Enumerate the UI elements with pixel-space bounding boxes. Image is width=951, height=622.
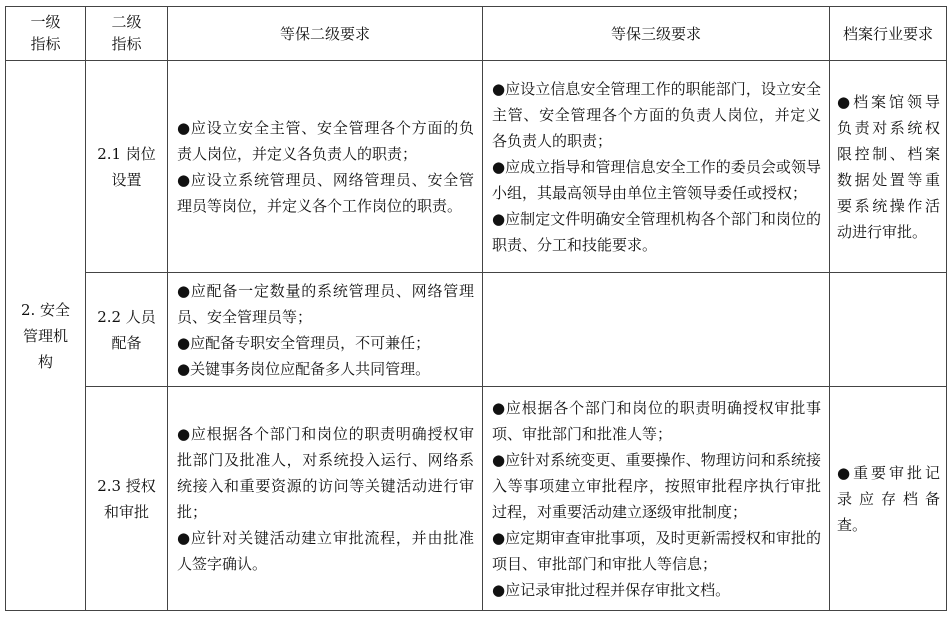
indicator-cell-0: 2.1 岗位 设置 <box>86 61 168 273</box>
requirements-table <box>5 6 947 611</box>
header-row <box>6 7 947 61</box>
list-item: ●应配备一定数量的系统管理员、网络管理员、安全管理员等； <box>177 281 474 326</box>
list-item: ●应针对关键活动建立审批流程，并由批准人签字确认。 <box>177 528 474 573</box>
list-item: ●重要审批记录应存档备查。 <box>837 463 940 534</box>
header-level1: 一级 指标 <box>6 7 86 61</box>
archive-cell-1 <box>830 273 947 387</box>
header-grade3: 等保三级要求 <box>483 7 830 61</box>
archive-cell-0 <box>830 61 947 273</box>
header-grade2: 等保二级要求 <box>168 7 483 61</box>
archive-cell-2 <box>830 387 947 611</box>
list-item: ●应制定文件明确安全管理机构各个部门和岗位的职责、分工和技能要求。 <box>492 209 821 254</box>
list-item: ●应定期审查审批事项，及时更新需授权和审批的项目、审批部门和审批人等信息； <box>492 528 821 573</box>
list-item: ●应针对系统变更、重要操作、物理访问和系统接入等事项建立审批程序，按照审批程序执行审批过程，对重要活动建立逐级审批制度； <box>492 450 821 521</box>
list-item: ●档案馆领导负责对系统权限控制、档案数据处置等重要系统操作活动进行审批。 <box>837 92 940 241</box>
header-archive: 档案行业要求 <box>830 7 947 61</box>
list-item: ●应配备专职安全管理员，不可兼任； <box>177 333 431 352</box>
grade2-cell-1 <box>168 273 483 387</box>
grade3-cell-2 <box>483 387 830 611</box>
indicator-cell-1: 2.2 人员 配备 <box>86 273 168 387</box>
table-row <box>6 61 947 273</box>
list-item: ●应记录审批过程并保存审批文档。 <box>492 580 731 599</box>
list-item: ●应成立指导和管理信息安全工作的委员会或领导小组，其最高领导由单位主管领导委任或授权； <box>492 157 821 202</box>
grade2-cell-2 <box>168 387 483 611</box>
list-item: ●应设立系统管理员、网络管理员、安全管理员等岗位，并定义各个工作岗位的职责。 <box>177 170 474 215</box>
header-level2: 二级 指标 <box>86 7 168 61</box>
list-item: ●应根据各个部门和岗位的职责明确授权审批部门及批准人，对系统投入运行、网络系统接入和重要资源的访问等关键活动进行审批； <box>177 424 474 521</box>
list-item: ●应设立安全主管、安全管理各个方面的负责人岗位，并定义各负责人的职责； <box>177 118 474 163</box>
table-row <box>6 387 947 611</box>
list-item: ●应设立信息安全管理工作的职能部门，设立安全主管、安全管理各个方面的负责人岗位，并定义各负责人的职责； <box>492 79 821 150</box>
level1-indicator-cell: 2. 安全 管理机 构 <box>6 61 86 611</box>
grade3-cell-1 <box>483 273 830 387</box>
indicator-cell-2: 2.3 授权 和审批 <box>86 387 168 611</box>
grade3-cell-0 <box>483 61 830 273</box>
list-item: ●应根据各个部门和岗位的职责明确授权审批事项、审批部门和批准人等； <box>492 398 821 443</box>
grade2-cell-0 <box>168 61 483 273</box>
list-item: ●关键事务岗位应配备多人共同管理。 <box>177 359 431 378</box>
table-row <box>6 273 947 387</box>
